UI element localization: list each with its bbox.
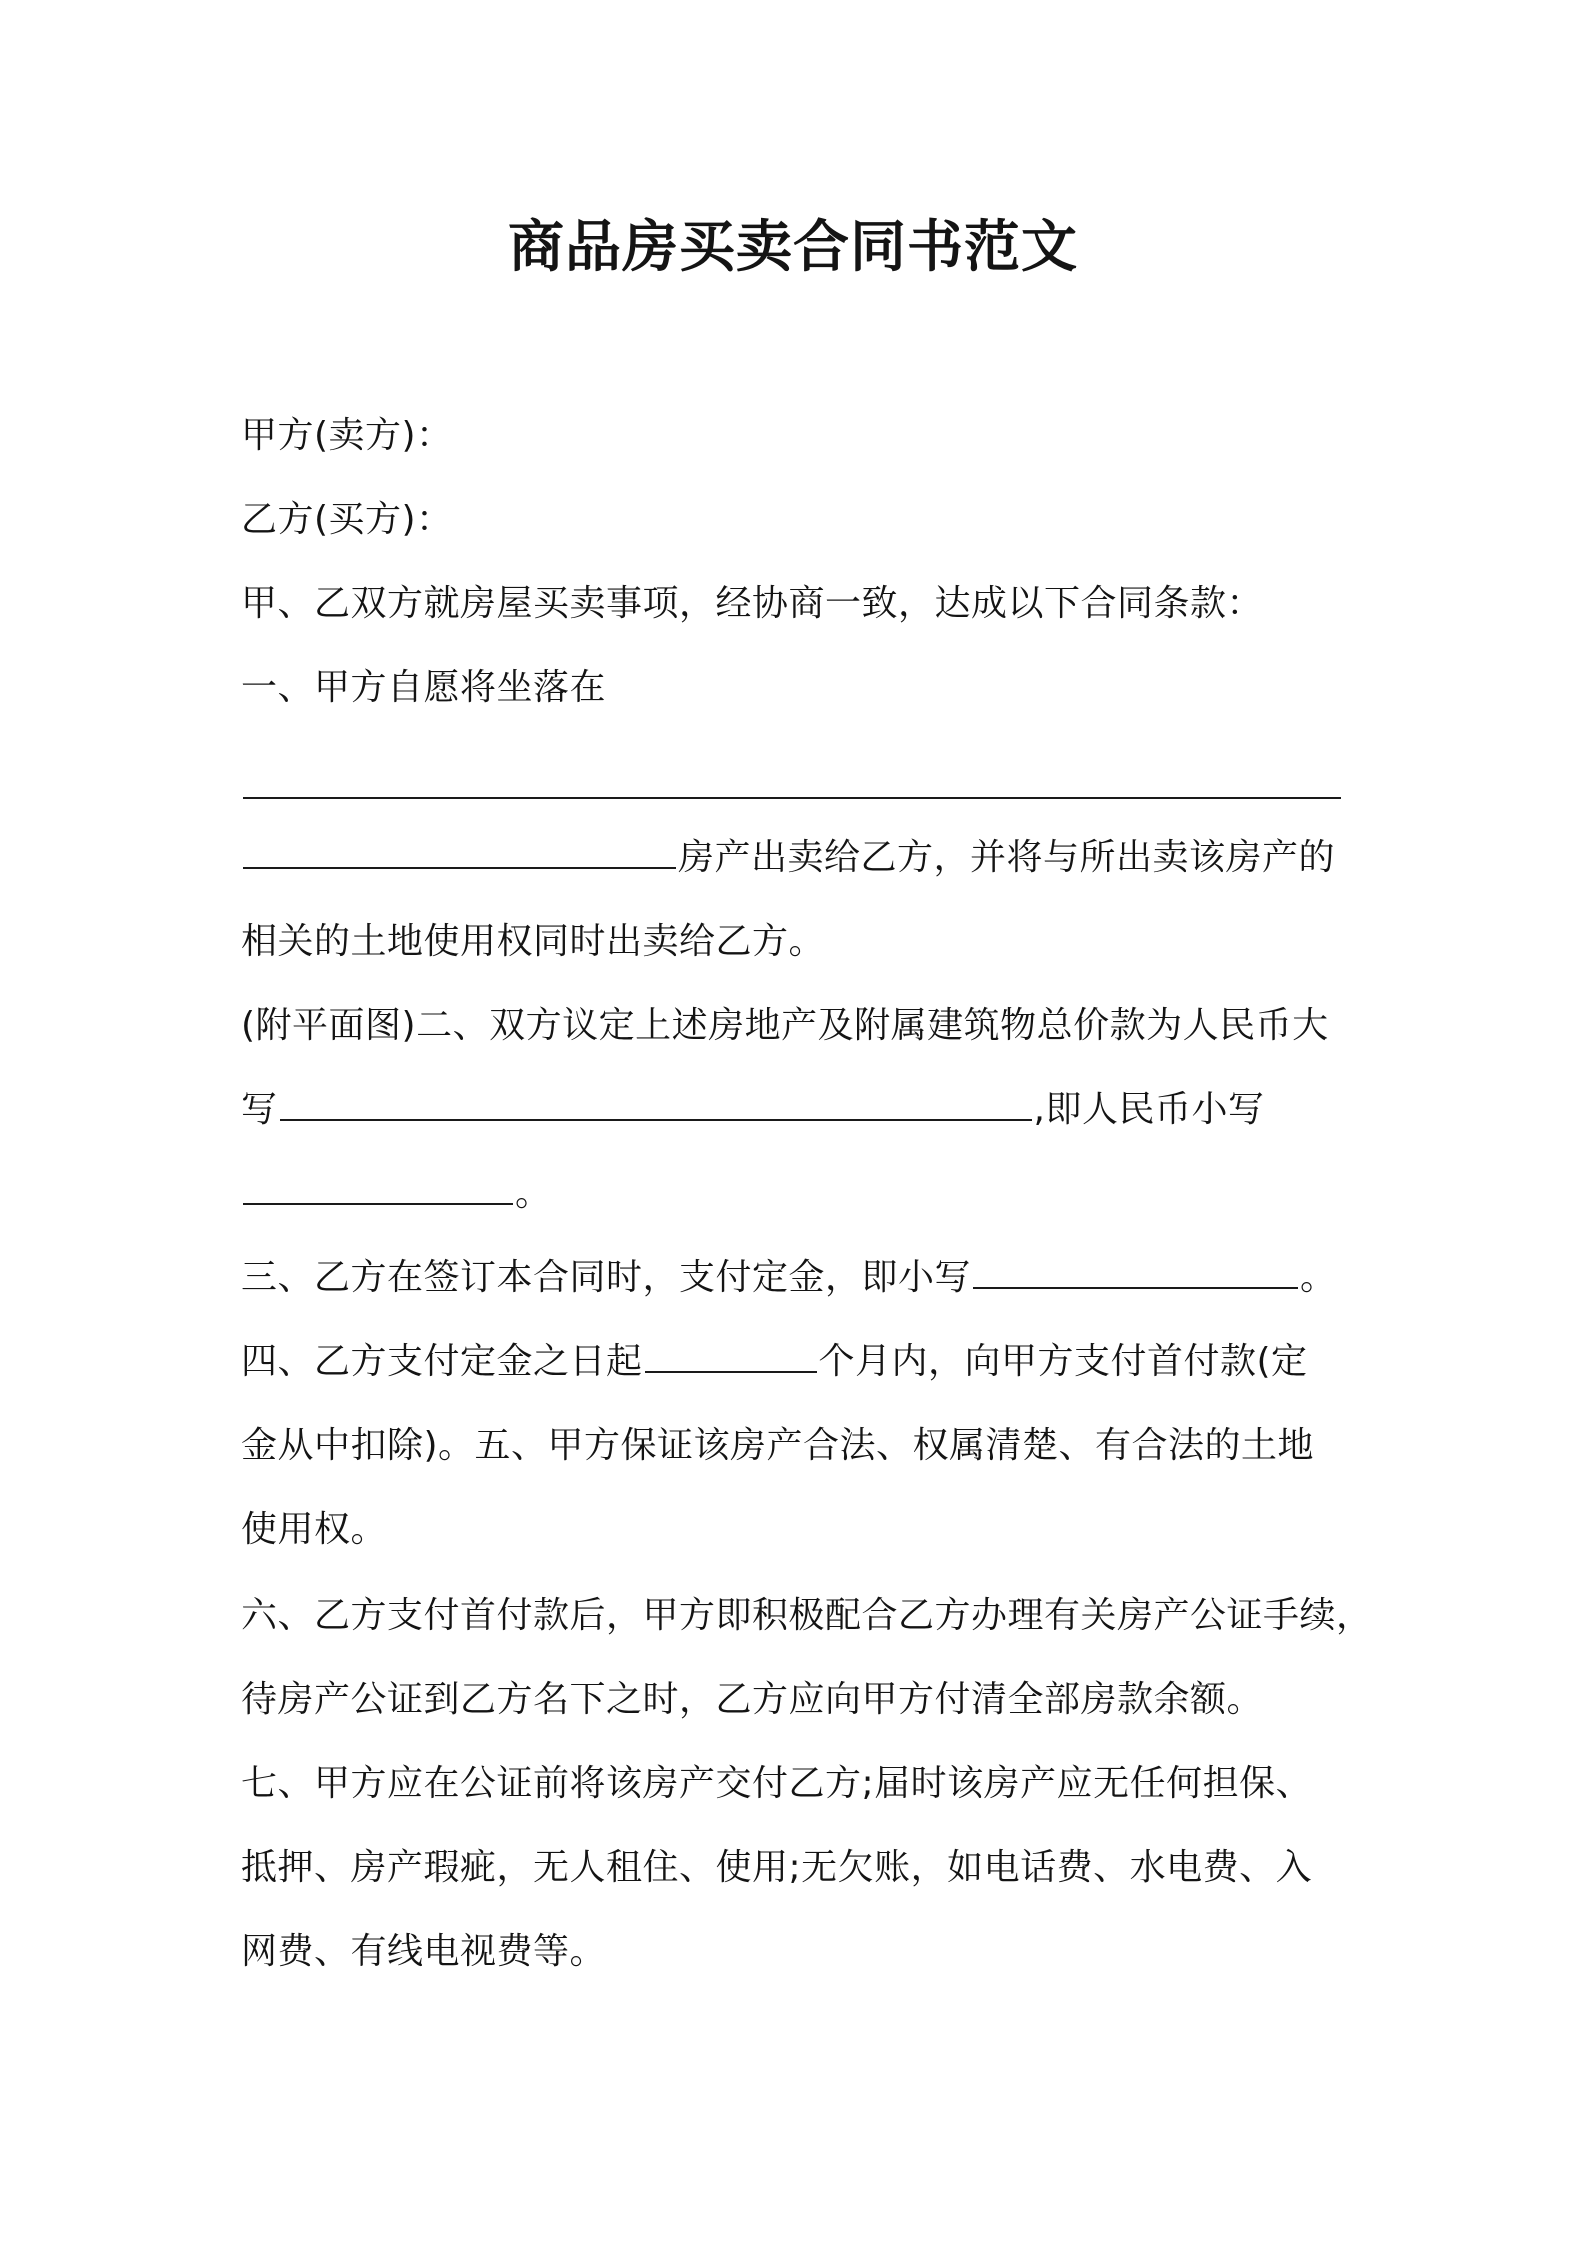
party-b-line: 乙方(买方)： bbox=[241, 499, 453, 540]
clause-2-line-1: (附平面图)二、双方议定上述房地产及附属建筑物总价款为人民币大 bbox=[241, 1005, 1329, 1046]
clause-2-line-2 bbox=[241, 1082, 1361, 1138]
clause-1-line-1: 一、甲方自愿将坐落在 bbox=[241, 667, 607, 708]
clause-1-line-3 bbox=[241, 830, 1361, 886]
months-blank[interactable] bbox=[645, 1341, 817, 1373]
clause-5-end: 使用权。 bbox=[241, 1509, 388, 1550]
clause-4-line-1 bbox=[241, 1334, 1361, 1390]
address-blank-1[interactable] bbox=[243, 767, 1341, 799]
clause-2-line-3 bbox=[241, 1166, 1361, 1222]
clause-2-end: 。 bbox=[515, 1173, 552, 1214]
clause-4-line-2: 金从中扣除)。五、甲方保证该房产合法、权属清楚、有合法的土地 bbox=[241, 1425, 1315, 1466]
clause-7-line-3: 网费、有线电视费等。 bbox=[241, 1931, 607, 1972]
price-lowercase-blank[interactable] bbox=[243, 1173, 513, 1205]
address-blank-2[interactable] bbox=[243, 837, 676, 869]
clause-3-text: 三、乙方在签订本合同时，支付定金，即小写 bbox=[241, 1257, 972, 1298]
clause-3-line bbox=[241, 1250, 1361, 1306]
clause-1-line-4: 相关的土地使用权同时出卖给乙方。 bbox=[241, 921, 826, 962]
clause-6-line-2: 待房产公证到乙方名下之时，乙方应向甲方付清全部房款余额。 bbox=[241, 1679, 1264, 1720]
clause-6-line-1: 六、乙方支付首付款后，甲方即积极配合乙方办理有关房产公证手续， bbox=[241, 1595, 1373, 1636]
clause-7-line-1: 七、甲方应在公证前将该房产交付乙方;届时该房产应无任何担保、 bbox=[241, 1763, 1313, 1804]
intro-paragraph: 甲、乙双方就房屋买卖事项，经协商一致，达成以下合同条款： bbox=[241, 583, 1264, 624]
party-a-line: 甲方(卖方)： bbox=[241, 415, 453, 456]
deposit-blank[interactable] bbox=[973, 1257, 1298, 1289]
clause-2-prefix: 写 bbox=[241, 1089, 278, 1130]
clause-4-suffix: 个月内，向甲方支付首付款(定 bbox=[818, 1341, 1308, 1382]
clause-2-suffix: ,即人民币小写 bbox=[1033, 1089, 1265, 1130]
price-uppercase-blank[interactable] bbox=[280, 1089, 1032, 1121]
clause-1-text: 房产出卖给乙方，并将与所出卖该房产的 bbox=[678, 837, 1336, 878]
clause-1-line-2 bbox=[241, 760, 1361, 816]
clause-7-line-2: 抵押、房产瑕疵，无人租住、使用;无欠账，如电话费、水电费、入 bbox=[241, 1847, 1313, 1888]
clause-3-end: 。 bbox=[1300, 1257, 1337, 1298]
clause-4-prefix: 四、乙方支付定金之日起 bbox=[241, 1341, 643, 1382]
document-title: 商品房买卖合同书范文 bbox=[508, 215, 1078, 280]
